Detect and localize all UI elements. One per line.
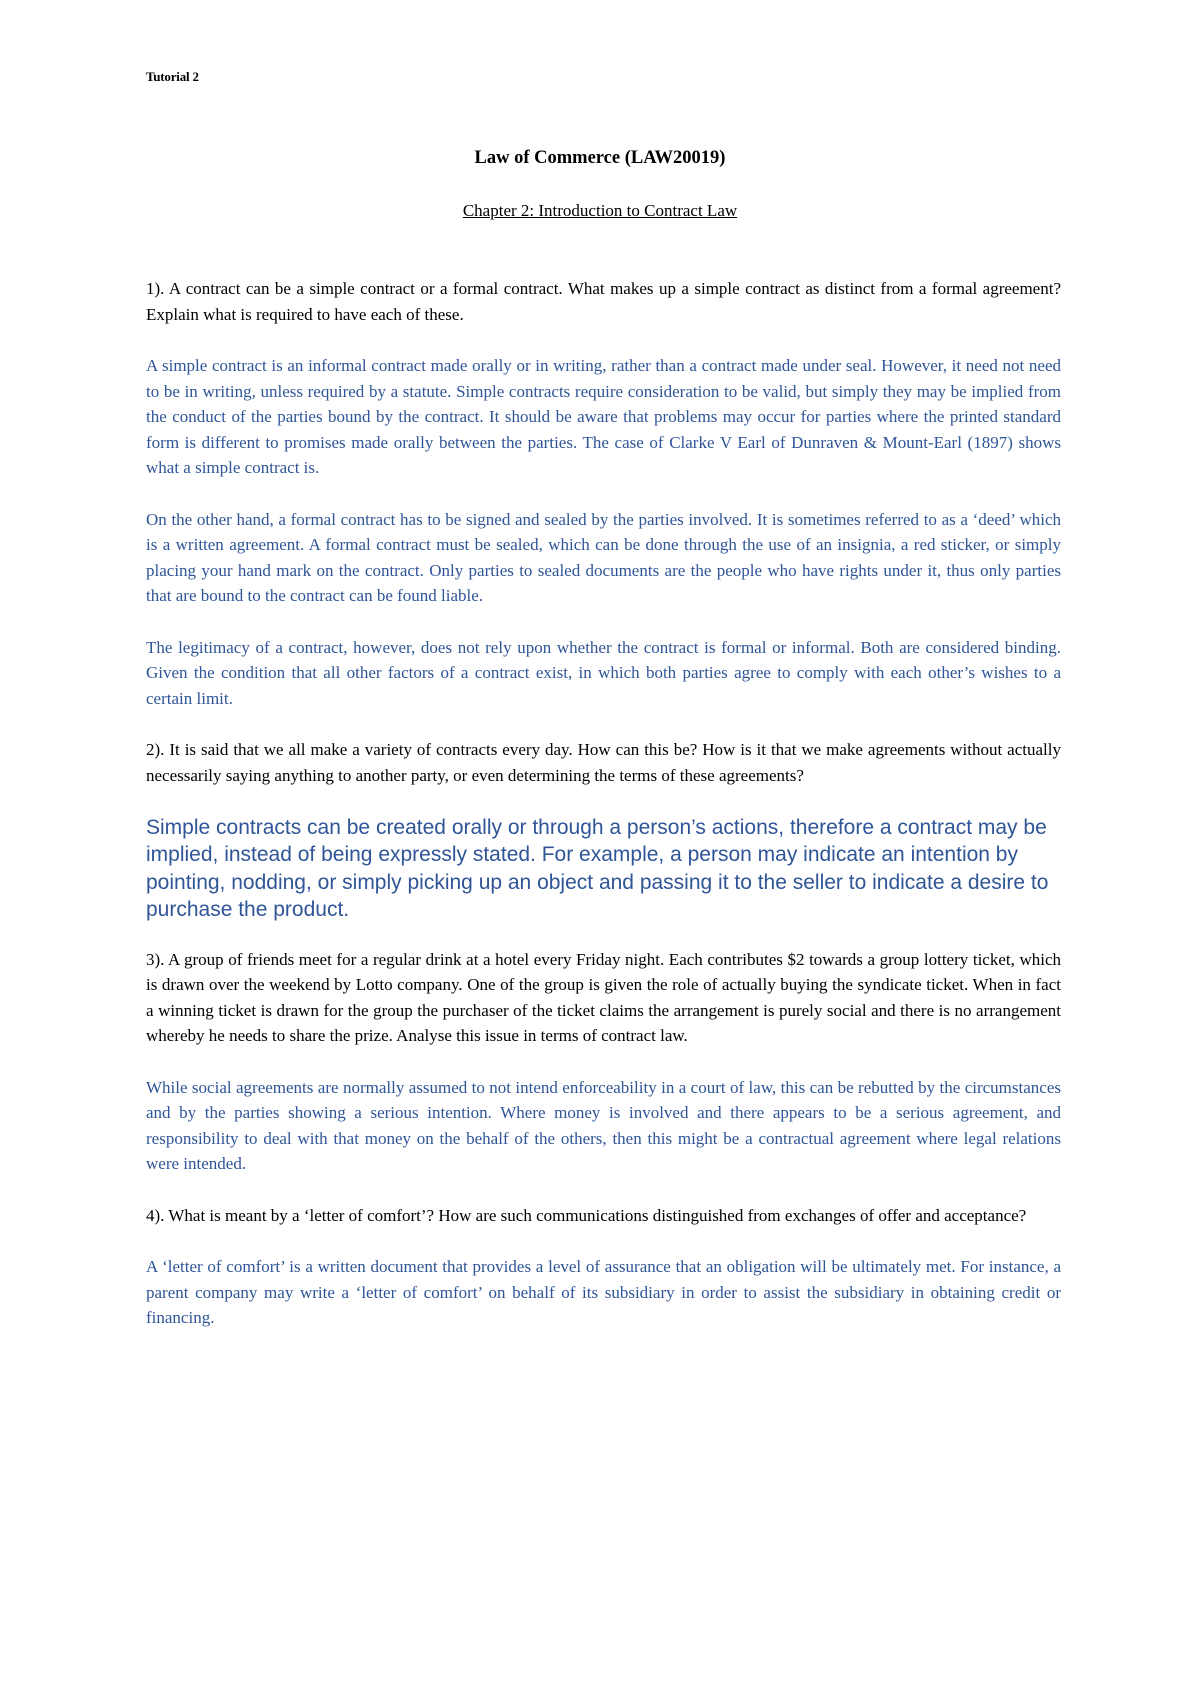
question-1: 1). A contract can be a simple contract or a formal contract. What makes up a simple contract as distinct from a formal agreement? Explain what is required to have each of these.: [146, 279, 1061, 324]
question-2: 2). It is said that we all make a variety of contracts every day. How can this be? How is it that we make agreements without actually necessarily saying anything to another party, or even determining the terms of these agreements?: [146, 740, 1061, 785]
answer-2: Simple contracts can be created orally or through a person’s actions, therefore a contract may be implied, instead of being expressly stated. For example, a person may indicate an intention by pointing, nodding, or simply picking up an object and passing it to the seller to indicate a desire to purchase the product.: [146, 816, 1049, 922]
document-subtitle: Chapter 2: Introduction to Contract Law: [462, 201, 738, 220]
document-title: Law of Commerce (LAW20019): [474, 148, 726, 168]
question-3: 3). A group of friends meet for a regular drink at a hotel every Friday night. Each contributes $2 towards a group lottery ticket, which is drawn over the weekend by Lotto company. One of the group is given the role of actually buying the syndicate ticket. When in fact a winning ticket is drawn for the group the purchaser of the ticket claims the arrangement is purely social and there is no arrangement whereby he needs to share the prize. Analyse this issue in terms of contract law.: [146, 949, 1061, 1046]
answer-1-paragraph-3: The legitimacy of a contract, however, does not rely upon whether the contract is formal or informal. Both are considered binding. Given the condition that all other factors of a contract exist, in which both parties agree to comply with each other’s wishes to a certain limit.: [146, 637, 1061, 708]
header-label: Tutorial 2: [146, 69, 199, 84]
answer-1-paragraph-1: A simple contract is an informal contract made orally or in writing, rather than a contract made under seal. However, it need not need to be in writing, unless required by a statute. Simple contracts require consideration to be valid, but simply they may be implied from the conduct of the parties bound by the contract. It should be aware that problems may occur for parties where the printed standard form is different to promises made orally between the parties. The case of Clarke V Earl of Dunraven & Mount-Earl (1897) shows what a simple contract is.: [146, 356, 1061, 477]
document-body: [146, 276, 1061, 1331]
answer-4: A ‘letter of comfort’ is a written document that provides a level of assurance that an obligation will be ultimately met. For instance, a parent company may write a ‘letter of comfort’ on behalf of its subsidiary in order to assist the subsidiary in obtaining credit or financing.: [146, 1257, 1061, 1328]
answer-1-paragraph-2: On the other hand, a formal contract has to be signed and sealed by the parties involved. It is sometimes referred to as a ‘deed’ which is a written agreement. A formal contract must be sealed, which can be done through the use of an insignia, a red sticker, or simply placing your hand mark on the contract. Only parties to sealed documents are the people who have rights under it, thus only parties that are bound to the contract can be found liable.: [146, 509, 1061, 605]
answer-3: While social agreements are normally assumed to not intend enforceability in a court of law, this can be rebutted by the circumstances and by the parties showing a serious intention. Where money is involved and there appears to be a serious agreement, and responsibility to deal with that money on the behalf of the others, then this might be a contractual agreement where legal relations were intended.: [146, 1077, 1061, 1174]
question-4: 4). What is meant by a ‘letter of comfort’? How are such communications distinguished from exchanges of offer and acceptance?: [146, 1205, 1027, 1225]
